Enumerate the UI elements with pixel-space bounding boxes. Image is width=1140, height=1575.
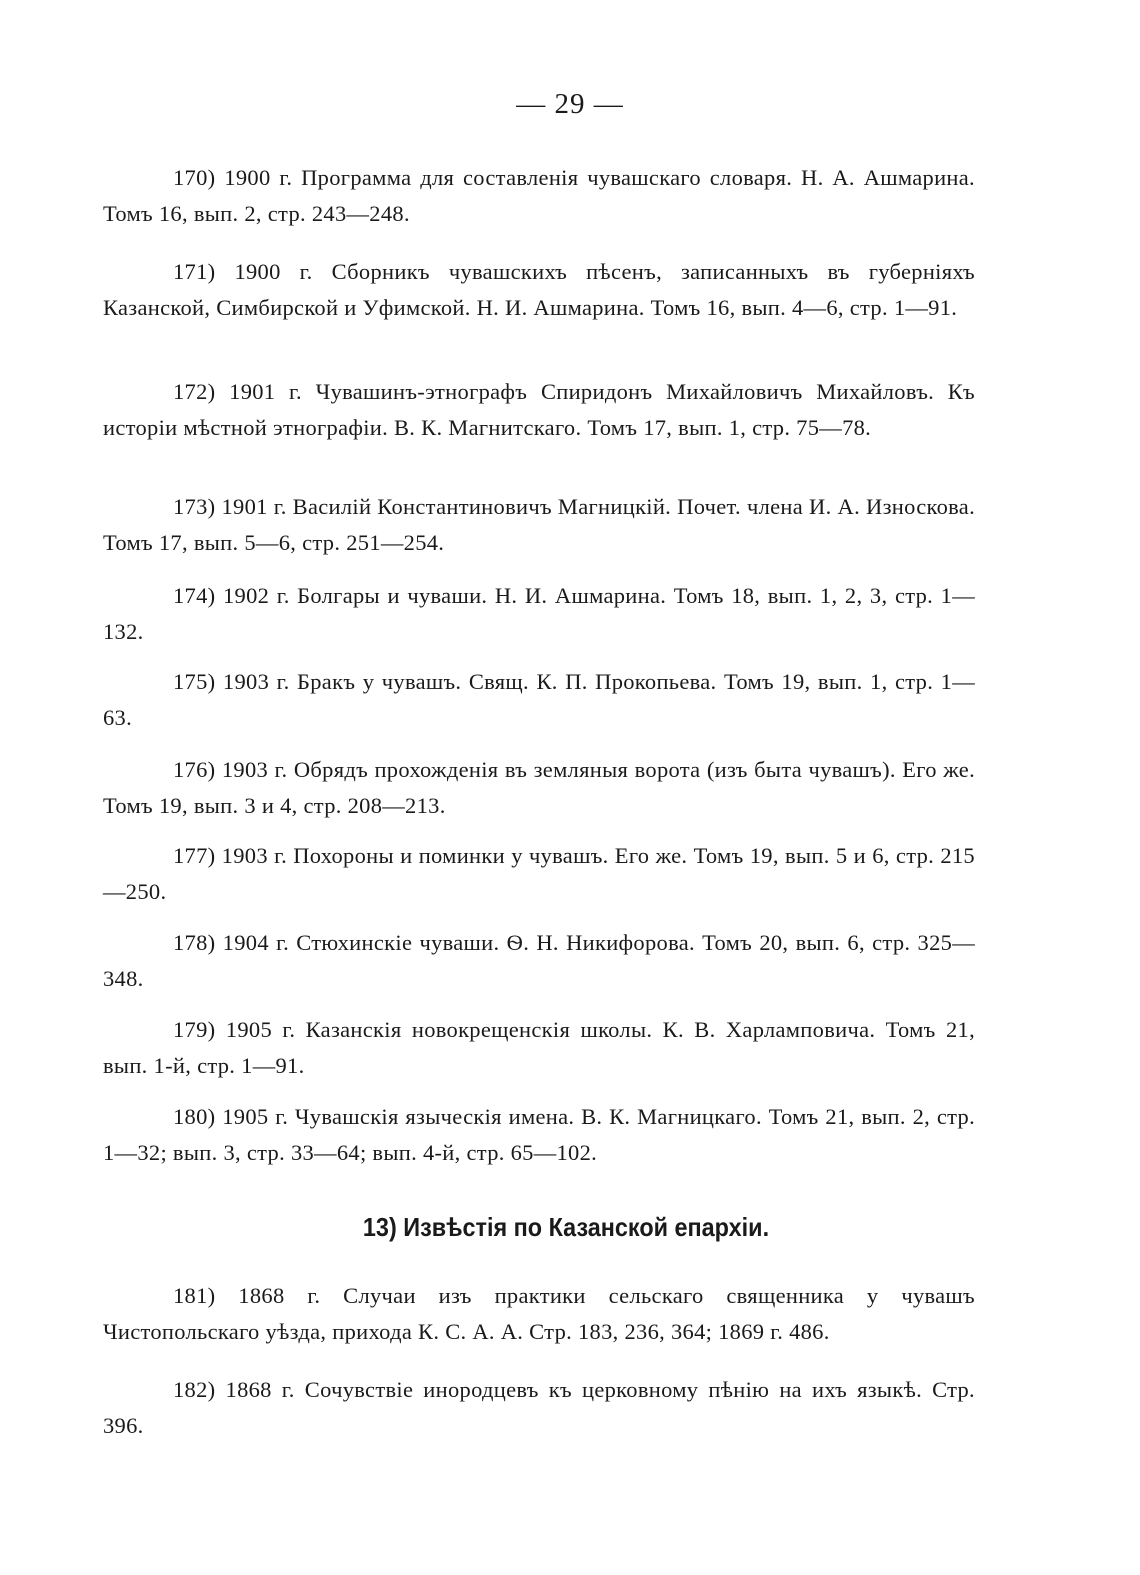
bibliography-entry-181: 181) 1868 г. Случаи изъ практики сельскаго священника у чувашъ Чистопольскаго уѣзда, прихода К. С. А. А. Стр. 183, 236, 364; 1869 г. 486. bbox=[103, 1283, 975, 1344]
bibliography-entry-180: 180) 1905 г. Чувашскія языческія имена. В. К. Магницкаго. Томъ 21, вып. 2, стр. 1—32; вып. 3, стр. 33—64; вып. 4-й, стр. 65—102. bbox=[103, 1104, 975, 1165]
bibliography-entry-176: 176) 1903 г. Обрядъ прохожденія въ земляныя ворота (изъ быта чувашъ). Его же. Томъ 19, вып. 3 и 4, стр. 208—213. bbox=[103, 757, 975, 818]
bibliography-entry-179: 179) 1905 г. Казанскія новокрещенскія школы. К. В. Харламповича. Томъ 21, вып. 1-й, стр. 1—91. bbox=[103, 1017, 975, 1078]
bibliography-entry-178: 178) 1904 г. Стюхинскіе чуваши. Ѳ. Н. Никифорова. Томъ 20, вып. 6, стр. 325—348. bbox=[103, 930, 975, 991]
bibliography-entry-174: 174) 1902 г. Болгары и чуваши. Н. И. Ашмарина. Томъ 18, вып. 1, 2, 3, стр. 1—132. bbox=[103, 583, 975, 644]
bibliography-entry-182: 182) 1868 г. Сочувствіе инородцевъ къ церковному пѣнію на ихъ языкѣ. Стр. 396. bbox=[103, 1377, 975, 1438]
bibliography-entry-173: 173) 1901 г. Василій Константиновичъ Магницкій. Почет. члена И. А. Износкова. Томъ 17, вып. 5—6, стр. 251—254. bbox=[103, 494, 975, 555]
bibliography-entry-177: 177) 1903 г. Похороны и поминки у чувашъ. Его же. Томъ 19, вып. 5 и 6, стр. 215—250. bbox=[103, 843, 975, 904]
section-heading: 13) Извѣстія по Казанской епархіи. bbox=[362, 1212, 770, 1242]
bibliography-entry-170: 170) 1900 г. Программа для составленія чувашскаго словаря. Н. А. Ашмарина. Томъ 16, вып. 2, стр. 243—248. bbox=[103, 165, 975, 226]
page-number: — 29 — bbox=[516, 88, 624, 120]
bibliography-entry-171: 171) 1900 г. Сборникъ чувашскихъ пѣсенъ, записанныхъ въ губерніяхъ Казанской, Симбирской и Уфимской. Н. И. Ашмарина. Томъ 16, вып. 4—6, стр. 1—91. bbox=[103, 259, 975, 320]
bibliography-entry-175: 175) 1903 г. Бракъ у чувашъ. Свящ. К. П. Прокопьева. Томъ 19, вып. 1, стр. 1—63. bbox=[103, 669, 975, 730]
bibliography-entry-172: 172) 1901 г. Чувашинъ-этнографъ Спиридонъ Михайловичъ Михайловъ. Къ исторіи мѣстной этнографіи. В. К. Магнитскаго. Томъ 17, вып. 1, стр. 75—78. bbox=[103, 379, 975, 440]
